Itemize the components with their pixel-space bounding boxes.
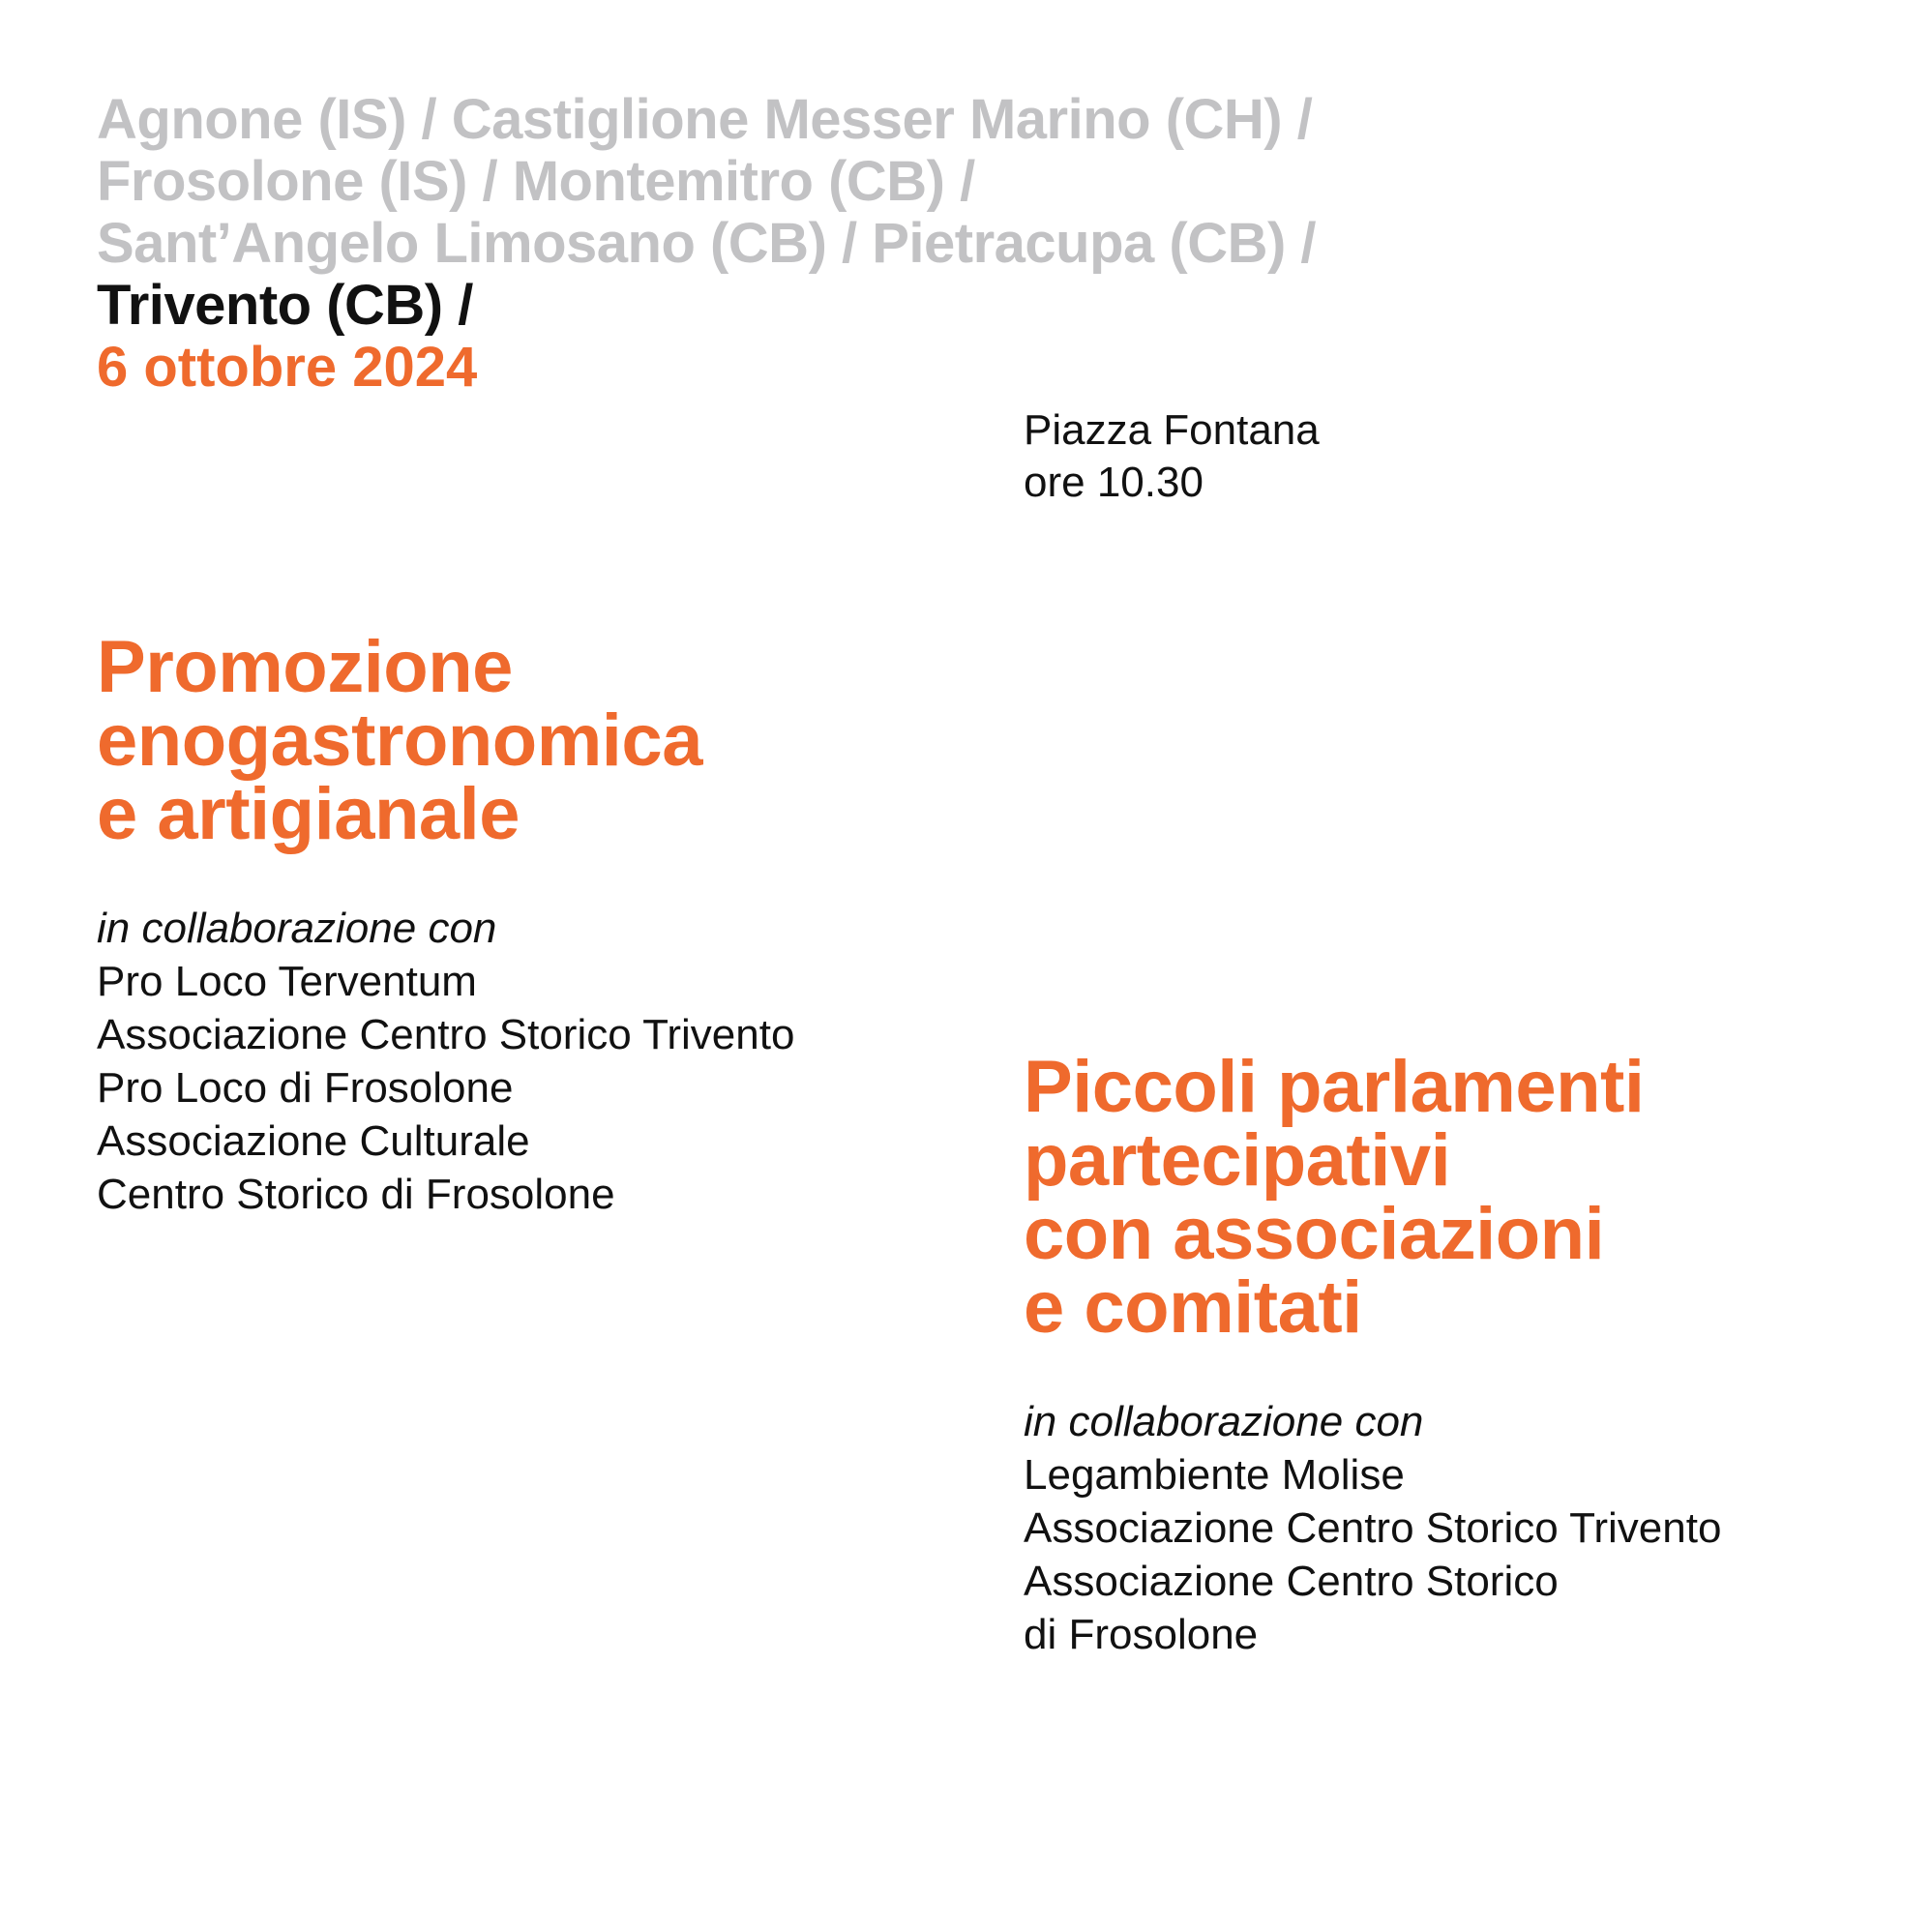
collaboration-block: [1024, 1395, 1894, 1661]
event-title-line: Piccoli parlamenti: [1024, 1046, 1645, 1128]
event-title-line: Promozione: [97, 626, 513, 708]
partner-name: Associazione Centro Storico: [1024, 1558, 1559, 1605]
event-date: 6 ottobre 2024: [97, 336, 478, 399]
event-title-line: e comitati: [1024, 1266, 1362, 1349]
event-title: [1024, 1046, 1894, 1349]
collaboration-intro: in collaborazione con: [97, 905, 497, 952]
header: [97, 89, 1838, 399]
collaboration-block: [97, 902, 948, 1221]
venue-info: [1024, 404, 1320, 509]
partner-name: Legambiente Molise: [1024, 1451, 1405, 1499]
partner-name: Pro Loco Terventum: [97, 958, 477, 1005]
event-piccoli-parlamenti: [1024, 1046, 1894, 1661]
event-title-line: partecipativi: [1024, 1119, 1451, 1202]
collaboration-intro: in collaborazione con: [1024, 1398, 1424, 1445]
partner-name: Associazione Centro Storico Trivento: [97, 1011, 795, 1058]
venue-time: ore 10.30: [1024, 459, 1204, 506]
event-title-line: enogastronomica: [97, 699, 702, 782]
partner-name: di Frosolone: [1024, 1611, 1259, 1658]
current-location: Trivento (CB) /: [97, 274, 473, 337]
location-list-line: Agnone (IS) / Castiglione Messer Marino (CH) /: [97, 88, 1313, 151]
partner-name: Centro Storico di Frosolone: [97, 1171, 615, 1218]
event-title-line: con associazioni: [1024, 1193, 1605, 1275]
venue-place: Piazza Fontana: [1024, 406, 1320, 454]
partner-name: Associazione Centro Storico Trivento: [1024, 1504, 1722, 1552]
event-enogastronomica: [97, 626, 948, 1221]
partner-name: Associazione Culturale: [97, 1117, 530, 1165]
event-title-line: e artigianale: [97, 773, 520, 855]
event-title: [97, 626, 948, 855]
partner-name: Pro Loco di Frosolone: [97, 1064, 514, 1112]
location-list-line: Frosolone (IS) / Montemitro (CB) /: [97, 150, 975, 213]
location-list-line: Sant’Angelo Limosano (CB) / Pietracupa (CB) /: [97, 212, 1317, 275]
